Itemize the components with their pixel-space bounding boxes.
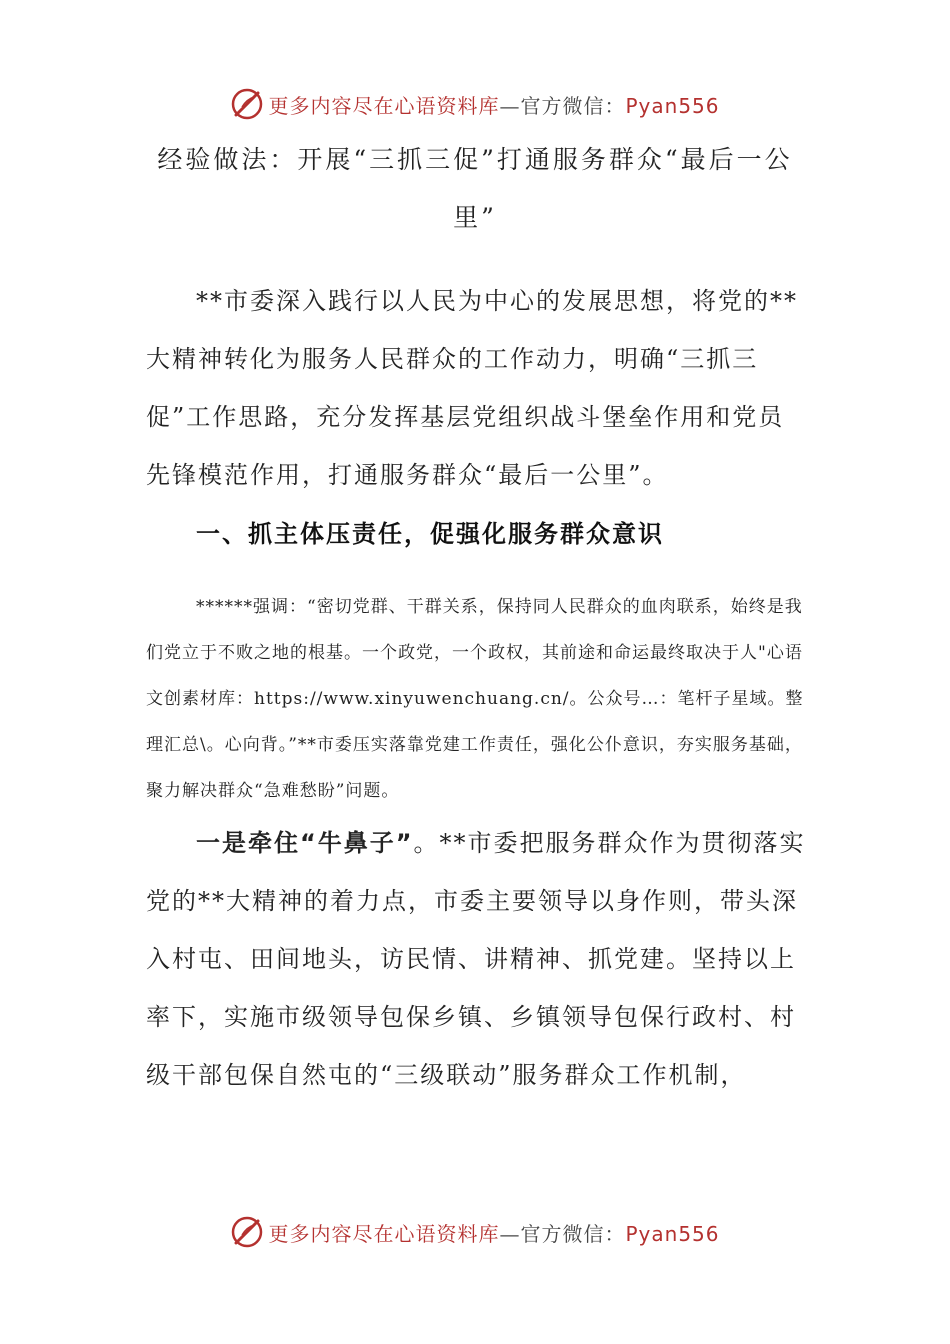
watermark-text: 更多内容尽在心语资料库 — [268, 93, 500, 118]
pen-logo-icon — [230, 87, 264, 121]
watermark-banner-bottom — [0, 1212, 950, 1252]
watermark-separator: — — [499, 93, 521, 118]
pen-logo-icon — [230, 1215, 264, 1249]
watermark-wechat: 官方微信： — [520, 93, 626, 118]
watermark-wechat: 官方微信： — [520, 1221, 626, 1246]
point-lead: 一是牵住“牛鼻子” — [196, 829, 414, 857]
watermark-text: 更多内容尽在心语资料库 — [268, 1221, 500, 1246]
section-heading: 一、抓主体压责任，促强化服务群众意识 — [196, 520, 664, 548]
watermark-id: Pyan556 — [625, 1221, 720, 1246]
watermark-banner-top — [0, 84, 950, 124]
point-paragraph — [146, 814, 810, 1104]
document-title: 经验做法：开展“三抓三促”打通服务群众“最后一公里” — [157, 145, 793, 232]
watermark-separator: — — [499, 1221, 521, 1246]
intro-paragraph: **市委深入践行以人民为中心的发展思想，将党的**大精神转化为服务人民群众的工作动力，明确“三抓三促”工作思路，充分发挥基层党组织战斗堡垒作用和党员先锋模范作用，打通服务群众“最后一公里”。 — [146, 287, 798, 489]
watermark-id: Pyan556 — [625, 93, 720, 118]
point-body: 。**市委把服务群众作为贯彻落实党的**大精神的着力点，市委主要领导以身作则，带头深入村屯、田间地头，访民情、讲精神、抓党建。坚持以上率下，实施市级领导包保乡镇、乡镇领导包保行政村、村级干部包保自然屯的“三级联动”服务群众工作机制， — [146, 829, 806, 1089]
quote-paragraph: ******强调：“密切党群、干群关系，保持同人民群众的血肉联系，始终是我们党立于不败之地的根基。一个政党，一个政权，其前途和命运最终取决于人"心语文创素材库：https://www.xinyuwenchuang.cn/。公众号…：笔杆子星域。整理汇总\。心向背。”**市委压实落靠党建工作责任，强化公仆意识，夯实服务基础，聚力解决群众“急难愁盼”问题。 — [146, 597, 804, 801]
